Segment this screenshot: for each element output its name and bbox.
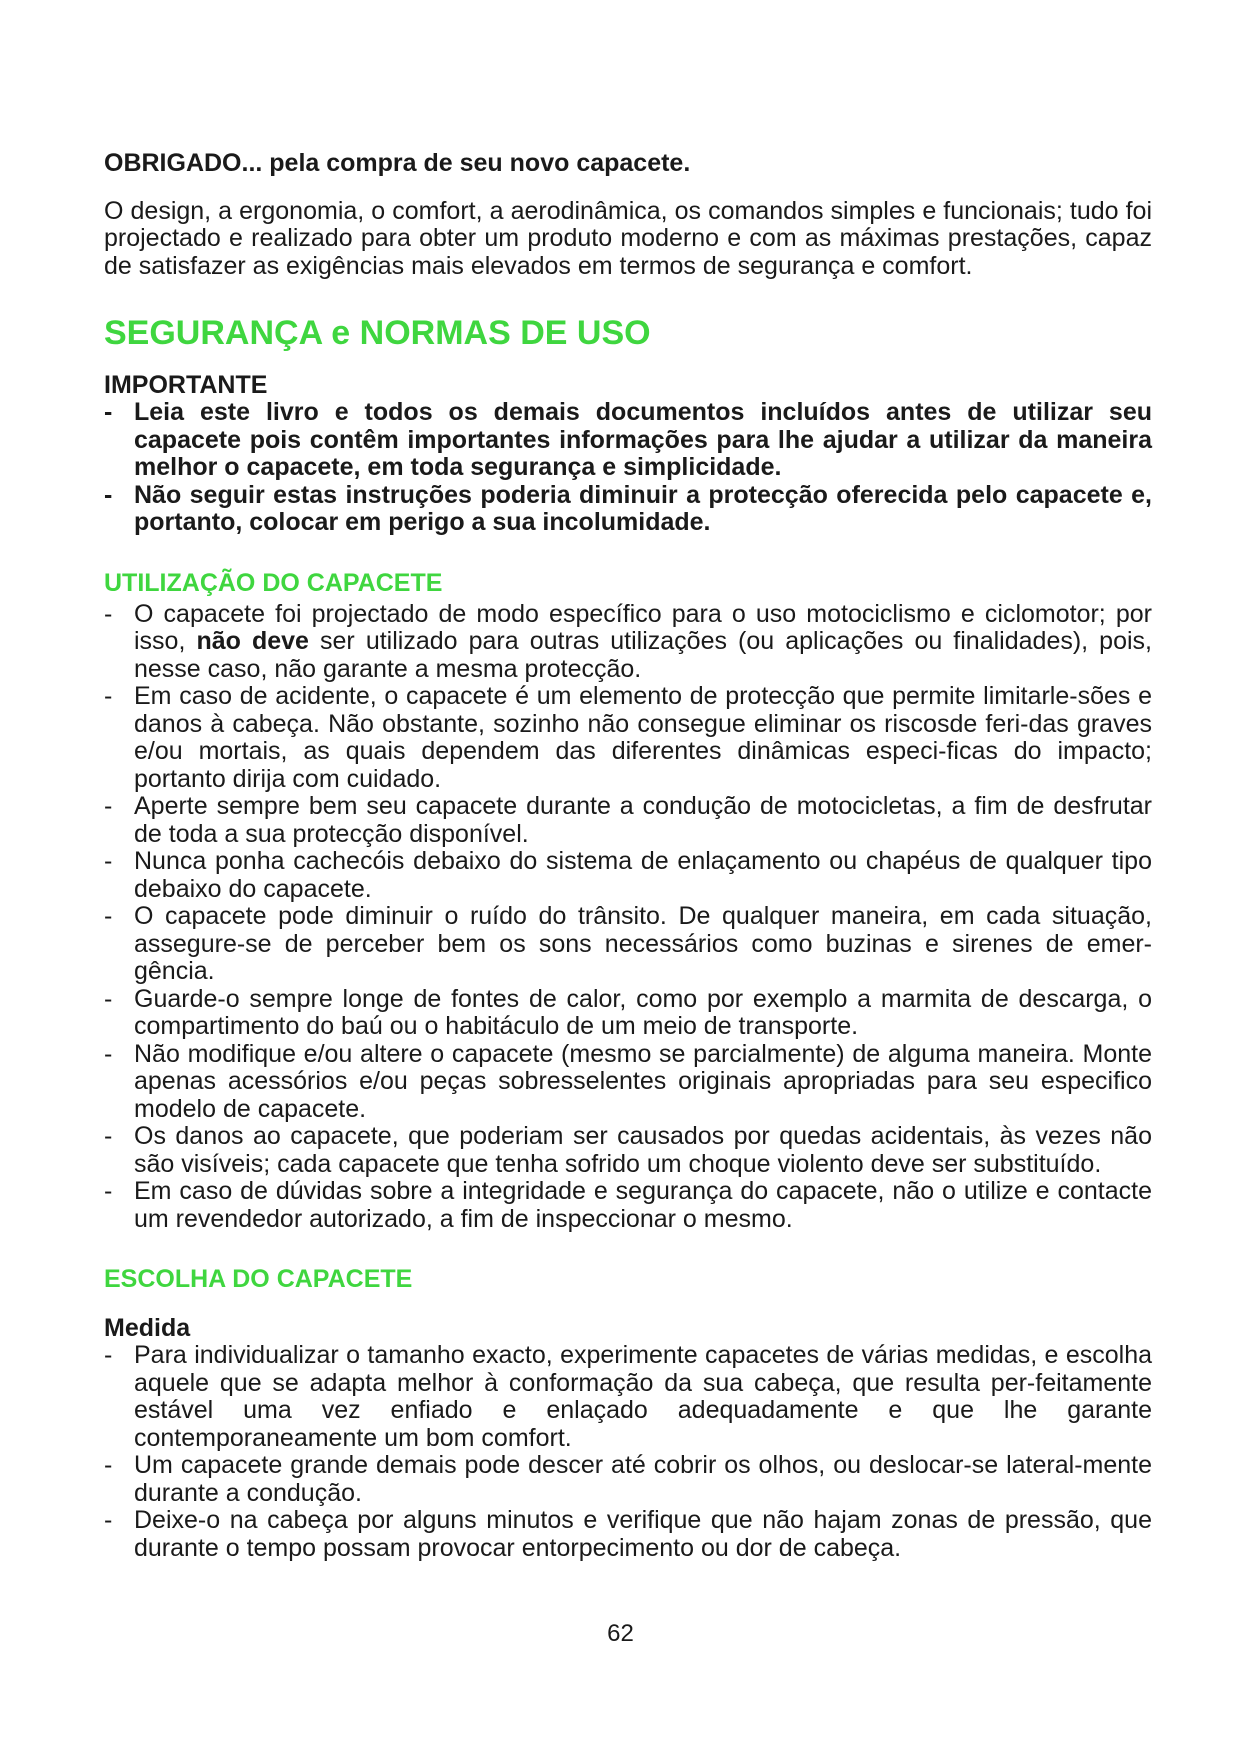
dash-bullet: - [104,1451,113,1479]
list-item-text: Guarde-o sempre longe de fontes de calor, como por exemplo a marmita de descarga, o compartimento do baú ou o habitáculo de um meio de transporte. [134,984,1152,1040]
list-item [104,1178,1152,1233]
list-item-text: Deixe-o na cabeça por alguns minutos e verifique que não hajam zonas de pressão, que durante o tempo possam provocar entorpecimento ou dor de cabeça. [134,1506,1152,1562]
important-label: IMPORTANTE [104,371,268,399]
list-item-text-end: ser utilizado para outras utilizações (ou aplicações ou finalidades), pois, nesse caso, não garante a mesma protecção. [134,627,1152,683]
size-list [104,1342,1152,1562]
list-item-emphasis: não deve [196,627,309,655]
list-item-text-start: O capacete foi projectado de modo específico para o uso motociclismo e ciclomotor; por isso, [134,599,1152,655]
list-item [104,683,1152,793]
dash-bullet: - [104,792,113,820]
intro-paragraph: O design, a ergonomia, o comfort, a aerodinâmica, os comandos simples e funcionais; tudo foi projectado e realizado para obter um produto moderno e com as máximas prestações, capaz de satisfazer as exigências mais elevados em termos de segurança e comfort. [104,196,1152,280]
list-item [104,1342,1152,1452]
document-page [104,150,1152,1562]
list-item [104,903,1152,986]
usage-section-title: UTILIZAÇÃO DO CAPACETE [104,568,443,597]
list-item [104,848,1152,903]
list-item-text: Em caso de dúvidas sobre a integridade e segurança do capacete, não o utilize e contacte um revendedor autorizado, a fim de inspeccionar o mesmo. [134,1177,1152,1233]
dash-bullet: - [104,682,113,710]
safety-section-title: SEGURANÇA e NORMAS DE USO [104,314,651,352]
list-item [104,601,1152,684]
important-list [104,399,1152,537]
list-item [104,399,1152,482]
list-item-text: Leia este livro e todos os demais documentos incluídos antes de utilizar seu capacete pois contêm importantes informações para lhe ajudar a utilizar da maneira melhor o capacete, em toda segurança e simplicidade. [134,398,1152,481]
list-item-text: Um capacete grande demais pode descer até cobrir os olhos, ou deslocar-se lateral-mente durante a condução. [134,1451,1152,1507]
list-item [104,1507,1152,1562]
choice-section-title: ESCOLHA DO CAPACETE [104,1265,413,1293]
dash-bullet: - [104,902,113,930]
list-item-text: Nunca ponha cachecóis debaixo do sistema de enlaçamento ou chapéus de qualquer tipo debaixo do capacete. [134,847,1152,903]
thank-you-heading: OBRIGADO... pela compra de seu novo capacete. [104,149,691,177]
dash-bullet: - [104,1506,113,1534]
list-item-text: Não modifique e/ou altere o capacete (mesmo se parcialmente) de alguma maneira. Monte apenas acessórios e/ou peças sobresselentes originais apropriadas para seu especifico modelo de capacete. [134,1039,1152,1123]
list-item-text: Não seguir estas instruções poderia diminuir a protecção oferecida pelo capacete e, portanto, colocar em perigo a sua incolumidade. [134,480,1152,536]
list-item [104,1041,1152,1124]
list-item [104,1452,1152,1507]
list-item-text: Em caso de acidente, o capacete é um elemento de protecção que permite limitarle-sões e danos à cabeça. Não obstante, sozinho não consegue eliminar os riscosde feri-das graves e/ou mortais, as quais dependem das diferentes dinâmicas especi-ficas do impacto; portanto dirija com cuidado. [134,682,1152,793]
dash-bullet: - [104,1177,113,1205]
dash-bullet: - [104,847,113,875]
list-item [104,482,1152,537]
size-label: Medida [104,1314,191,1342]
list-item-text: O capacete pode diminuir o ruído do trânsito. De qualquer maneira, em cada situação, assegure-se de perceber bem os sons necessários como buzinas e sirenes de emer-gência. [134,902,1152,985]
dash-bullet: - [104,1122,113,1150]
dash-bullet: - [104,984,113,1013]
list-item-text: Para individualizar o tamanho exacto, experimente capacetes de várias medidas, e escolha aquele que se adapta melhor à conformação da sua cabeça, que resulta per-feitamente estável uma vez enfiado e enlaçado adequadamente e que lhe garante contemporaneamente um bom comfort. [134,1341,1152,1452]
list-item [104,1123,1152,1178]
list-item-text: Aperte sempre bem seu capacete durante a condução de motocicletas, a fim de desfrutar de toda a sua protecção disponível. [134,792,1152,848]
dash-bullet: - [104,1341,113,1369]
dash-bullet: - [104,599,113,628]
dash-bullet: - [104,480,113,509]
list-item-text: Os danos ao capacete, que poderiam ser causados por quedas acidentais, às vezes não são visíveis; cada capacete que tenha sofrido um choque violento deve ser substituído. [134,1122,1152,1178]
usage-list [104,601,1152,1234]
dash-bullet: - [104,398,113,426]
dash-bullet: - [104,1039,113,1068]
list-item [104,793,1152,848]
page-number: 62 [607,1620,634,1647]
list-item [104,986,1152,1041]
